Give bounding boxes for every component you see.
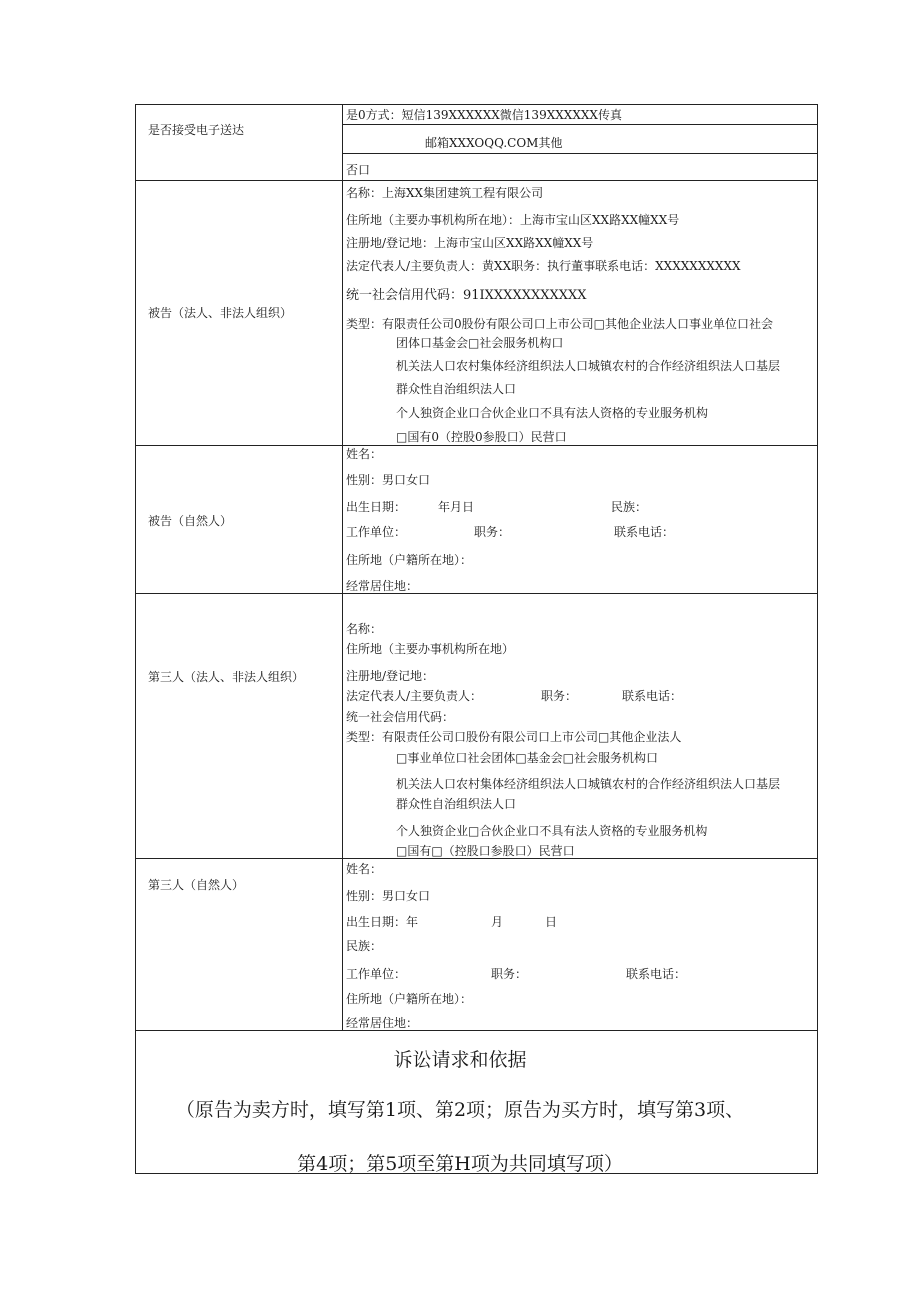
- defendant-legal-name: 名称：上海XX集团建筑工程有限公司: [346, 186, 544, 200]
- third-legal-type-line: 群众性自治组织法人口: [396, 797, 517, 811]
- defendant-natural-ethnicity: 民族：: [611, 500, 648, 514]
- row-divider: [135, 1030, 818, 1031]
- third-natural-address: 住所地（户籍所在地）：: [346, 992, 473, 1006]
- defendant-natural-birth-ymd: 年月日: [438, 500, 475, 514]
- third-legal-address: 住所地（主要办事机构所在地）: [346, 642, 515, 656]
- third-legal-credit-code: 统一社会信用代码：: [346, 710, 455, 724]
- row-divider: [135, 593, 818, 594]
- defendant-natural-address: 住所地（户籍所在地）：: [346, 553, 473, 567]
- third-natural-ethnicity: 民族：: [346, 939, 383, 953]
- defendant-natural-name: 姓名：: [346, 447, 383, 461]
- defendant-legal-type-line: □国有0（控股0参股口）民营口: [396, 430, 567, 444]
- defendant-natural-gender: 性别：男口女口: [346, 473, 431, 487]
- third-legal-name: 名称：: [346, 622, 383, 636]
- third-legal-representative: 法定代表人/主要负责人：: [346, 689, 483, 703]
- defendant-legal-registered: 注册地/登记地：上海市宝山区XX路XX幢XX号: [346, 236, 594, 250]
- third-natural-birth-month: 月: [491, 915, 504, 929]
- defendant-legal-credit-code: 统一社会信用代码：91IXXXXXXXXXXX: [346, 288, 587, 303]
- defendant-legal-type-line: 类型：有限责任公司0股份有限公司口上市公司□其他企业法人口事业单位口社会: [346, 317, 773, 331]
- defendant-legal-address: 住所地（主要办事机构所在地）：上海市宝山区XX路XX幢XX号: [346, 213, 680, 227]
- third-legal-type-line: □事业单位口社会团体□基金会□社会服务机构口: [396, 751, 659, 765]
- table-column-divider: [342, 104, 343, 1030]
- row-divider: [135, 180, 818, 181]
- defendant-natural-label: 被告（自然人）: [148, 514, 233, 528]
- row-divider: [342, 124, 818, 125]
- third-natural-phone: 联系电话：: [626, 967, 687, 981]
- table-border-right: [817, 104, 818, 1174]
- third-legal-label: 第三人（法人、非法人组织）: [148, 670, 305, 684]
- electronic-service-yes: 是0方式：短信139XXXXXX微信139XXXXXX传真: [346, 108, 622, 122]
- third-natural-gender: 性别：男口女口: [346, 889, 431, 903]
- table-border-left: [135, 104, 136, 1174]
- third-natural-birth-day: 日: [545, 915, 558, 929]
- third-natural-position: 职务：: [491, 967, 528, 981]
- third-legal-phone: 联系电话：: [622, 689, 683, 703]
- defendant-natural-work: 工作单位：: [346, 525, 407, 539]
- defendant-legal-type-line: 团体口基金会□社会服务机构口: [396, 336, 564, 350]
- electronic-service-no: 否口: [346, 163, 371, 177]
- defendant-natural-birth: 出生日期：: [346, 500, 407, 514]
- row-divider: [135, 445, 818, 446]
- defendant-legal-label: 被告（法人、非法人组织）: [148, 306, 293, 320]
- third-natural-name: 姓名：: [346, 862, 383, 876]
- third-legal-position: 职务：: [541, 689, 578, 703]
- defendant-legal-type-line: 个人独资企业口合伙企业口不具有法人资格的专业服务机构: [396, 406, 709, 420]
- electronic-service-label: 是否接受电子送达: [148, 123, 245, 137]
- third-legal-type-line: 机关法人口农村集体经济组织法人口城镇农村的合作经济组织法人口基层: [396, 777, 781, 791]
- third-natural-work: 工作单位：: [346, 967, 407, 981]
- defendant-natural-position: 职务：: [474, 525, 511, 539]
- defendant-legal-type-line: 机关法人口农村集体经济组织法人口城镇农村的合作经济组织法人口基层: [396, 359, 781, 373]
- third-natural-label: 第三人（自然人）: [148, 878, 245, 892]
- claims-title: 诉讼请求和依据: [393, 1049, 527, 1071]
- third-legal-registered: 注册地/登记地：: [346, 669, 435, 683]
- electronic-service-email: 邮箱XXXOQQ.COM其他: [425, 136, 563, 150]
- third-legal-type-line: 类型：有限责任公司口股份有限公司口上市公司□其他企业法人: [346, 730, 682, 744]
- claims-note-line: （原告为卖方时，填写第1项、第2项；原告为买方时，填写第3项、: [175, 1099, 745, 1121]
- defendant-natural-residence: 经常居住地：: [346, 579, 419, 593]
- third-natural-residence: 经常居住地：: [346, 1016, 419, 1030]
- claims-note-line: 第4项；第5项至第H项为共同填写项）: [297, 1153, 623, 1175]
- defendant-legal-representative: 法定代表人/主要负责人：黄XX职务：执行董事联系电话：XXXXXXXXXX: [346, 259, 741, 273]
- third-natural-birth: 出生日期：年: [346, 915, 419, 929]
- row-divider: [342, 153, 818, 154]
- third-legal-type-line: 个人独资企业□合伙企业口不具有法人资格的专业服务机构: [396, 824, 708, 838]
- defendant-legal-type-line: 群众性自治组织法人口: [396, 382, 517, 396]
- table-border-top: [135, 104, 818, 105]
- defendant-natural-phone: 联系电话：: [614, 525, 675, 539]
- third-legal-type-line: □国有□（控股口参股口）民营口: [396, 844, 575, 858]
- row-divider: [135, 858, 818, 859]
